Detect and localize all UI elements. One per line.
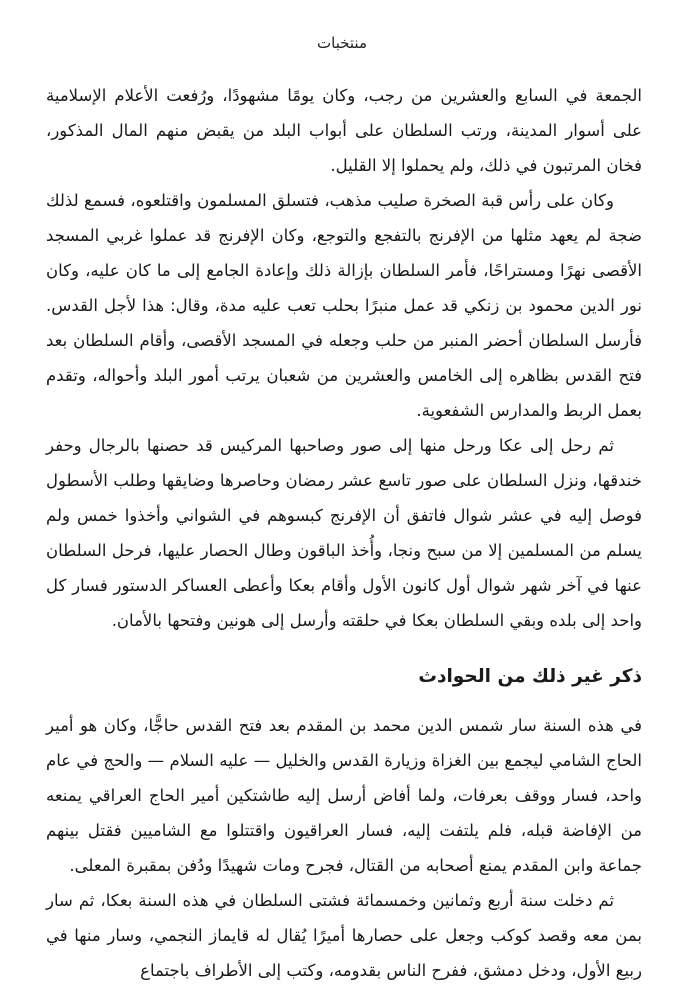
- paragraph-continuation: الجمعة في السابع والعشرين من رجب، وكان يومًا مشهودًا، ورُفعت الأعلام الإسلامية على أسوار المدينة، ورتب السلطان على أبواب البلد من يقبض منهم المال المذكور، فخان المرتبون في ذلك، ولم يحملوا إلا القليل.: [46, 86, 642, 175]
- paragraph-year-584: ثم دخلت سنة أربع وثمانين وخمسمائة فشتى السلطان في هذه السنة بعكا، ثم سار بمن معه وقصد كوكب وجعل على حصارها أميرًا يُقال له قايماز النجمي، وسار منها في ربيع الأول، ودخل دمشق، ففرح الناس بقدومه، وكتب إلى الأطراف باجتماع: [46, 891, 642, 980]
- running-header: منتخبات: [317, 34, 367, 52]
- page-body: [46, 78, 642, 988]
- paragraph-dome-cross: وكان على رأس قبة الصخرة صليب مذهب، فتسلق المسلمون واقتلعوه، فسمع لذلك ضجة لم يعهد مثلها من الإفرنج بالتفجع والتوجع، وكان الإفرنج قد عملوا غربي المسجد الأقصى نهرًا ومستراحًا، فأمر السلطان بإزالة ذلك وإعادة الجامع إلى ما كان عليه، وكان نور الدين محمود بن زنكي قد عمل منبرًا بحلب تعب عليه مدة، وقال: هذا لأجل القدس. فأرسل السلطان أحضر المنبر من حلب وجعله في المسجد الأقصى، وأقام السلطان بعد فتح القدس بظاهره إلى الخامس والعشرين من شعبان يرتب أمور البلد وأحواله، وتقدم بعمل الربط والمدارس الشفعوية.: [46, 191, 642, 420]
- paragraph-siege-of-tyre: ثم رحل إلى عكا ورحل منها إلى صور وصاحبها المركيس قد حصنها بالرجال وحفر خندقها، ونزل السلطان على صور تاسع عشر رمضان وحاصرها وضايقها وطلب الأسطول فوصل إليه في عشر شوال فاتفق أن الإفرنج كبسوهم في الشواني وأخذوا خمس ولم يسلم من المسلمين إلا من سبح ونجا، وأُخذ الباقون وطال الحصار عليها، فرحل السلطان عنها في آخر شهر شوال أول كانون الأول وأقام بعكا وأعطى العساكر الدستور فسار كل واحد إلى بلده وبقي السلطان بعكا في حلقته وأرسل إلى هونين وفتحها بالأمان.: [46, 436, 642, 630]
- section-heading: ذكر غير ذلك من الحوادث: [418, 666, 642, 687]
- paragraph-ibn-al-muqaddam: في هذه السنة سار شمس الدين محمد بن المقدم بعد فتح القدس حاجًّا، وكان هو أمير الحاج الشامي ليجمع بين الغزاة وزيارة القدس والخليل — عليه السلام — والحج في عام واحد، فسار ووقف بعرفات، ولما أفاض أرسل إليه طاشتكين أمير الحاج العراقي يمنعه من الإفاضة قبله، فلم يلتفت إليه، فسار العراقيون واقتتلوا مع الشاميين فقتل بينهم جماعة وابن المقدم يمنع أصحابه من القتال، فجرح ومات شهيدًا ودُفن بمقبرة المعلى.: [46, 716, 642, 875]
